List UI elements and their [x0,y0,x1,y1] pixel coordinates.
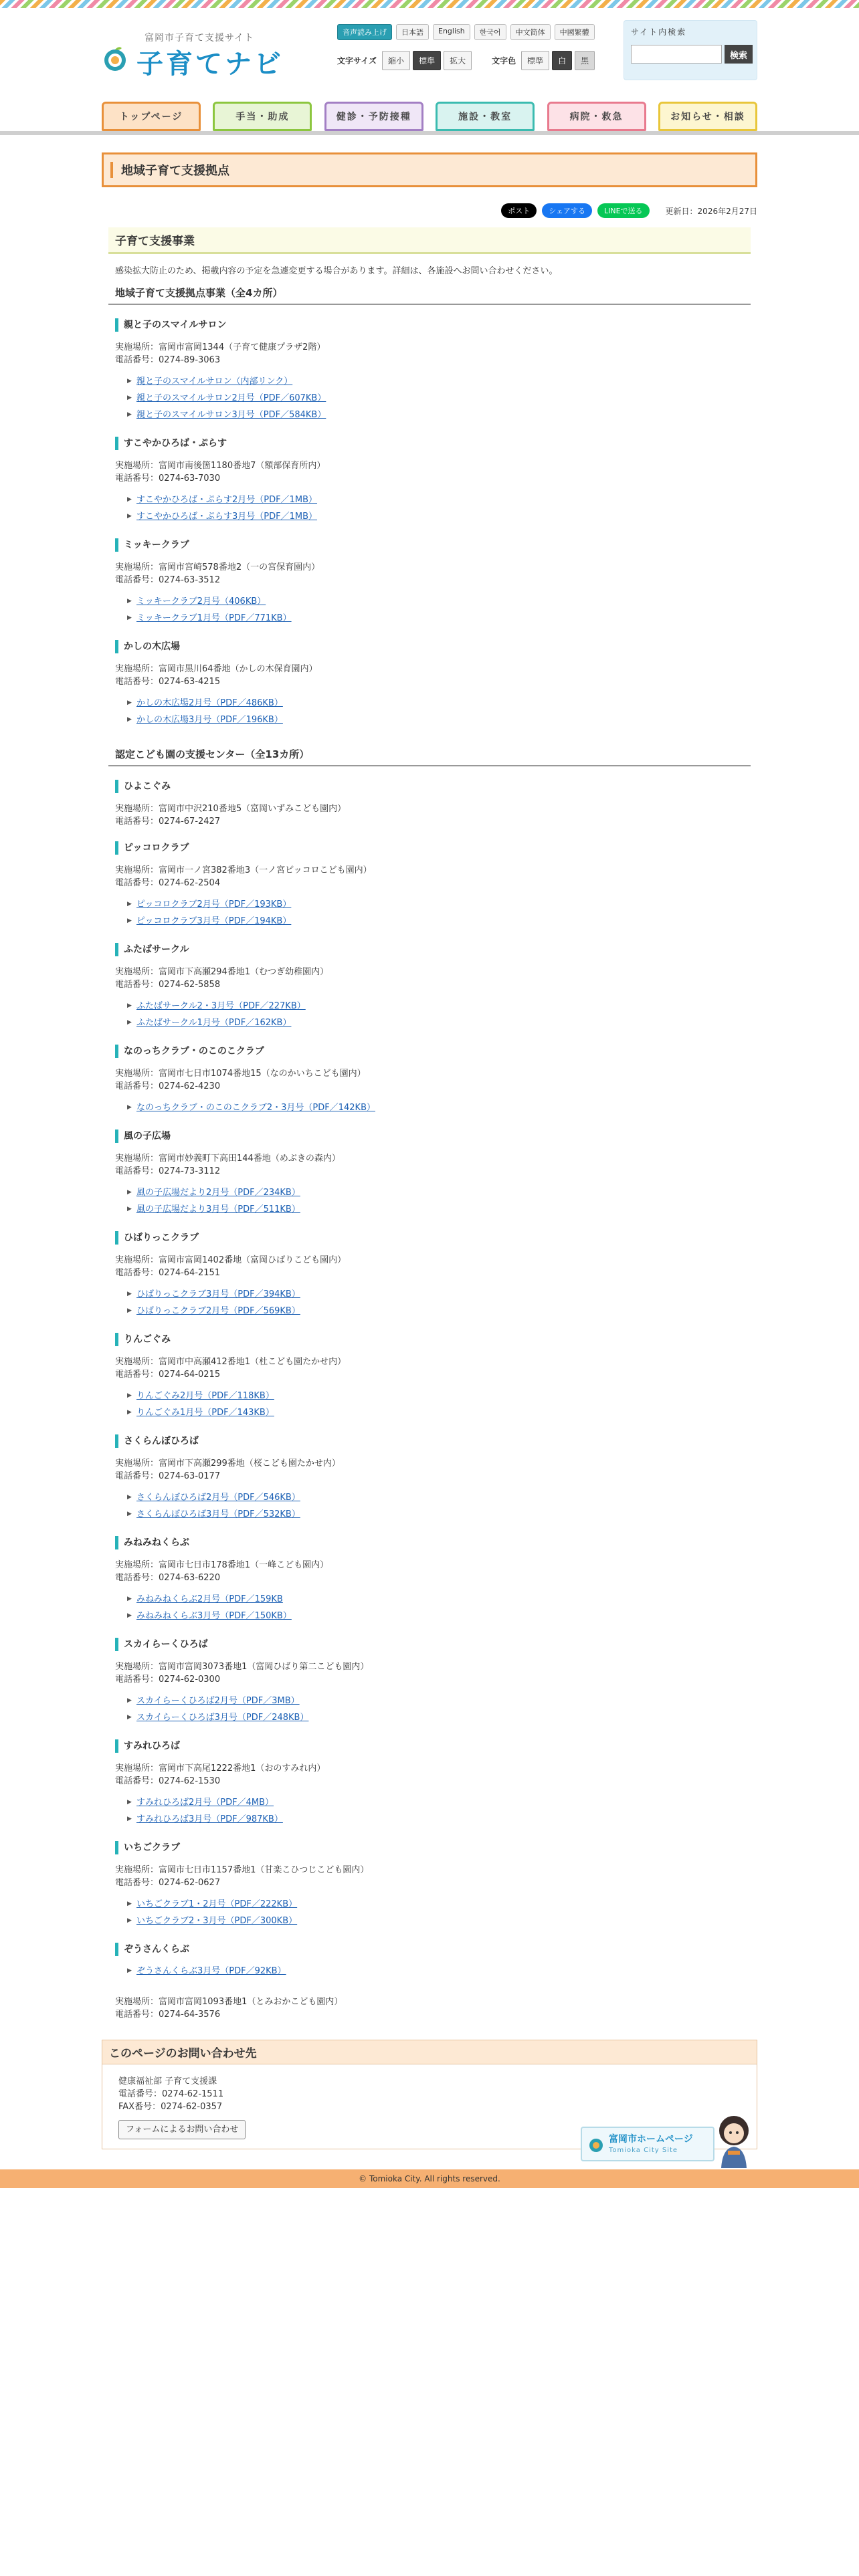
main-content [102,152,757,2185]
share-bar [102,203,757,218]
facility-links [127,998,751,1031]
newsletter-link[interactable]: 風の子広場だより2月号（PDF／234KB） [136,1188,300,1198]
nav-item-4[interactable]: 病院・救急 [547,102,646,131]
category-heading: 地域子育て支援拠点事業（全4カ所） [108,286,751,305]
list-item [127,1794,751,1811]
newsletter-link[interactable]: いちごクラブ1・2月号（PDF／222KB） [136,1899,298,1909]
nav-item-1[interactable]: 手当・助成 [213,102,312,131]
facility-item [108,1739,751,1828]
facility-address-block [115,1254,751,1279]
facility-links [127,492,751,525]
facility-tel: 電話番号：0274-62-5858 [115,980,221,990]
top-decorative-stripe [0,0,859,8]
city-site-banner[interactable] [581,2112,756,2168]
facility-item [108,1130,751,1218]
x-post-button[interactable]: ポスト [501,203,537,218]
facility-address-block [115,802,751,828]
newsletter-link[interactable]: ひばりっこクラブ2月号（PDF／569KB） [136,1306,300,1316]
newsletter-link[interactable]: すこやかひろば・ぷらす2月号（PDF／1MB） [136,495,318,505]
newsletter-link[interactable]: さくらんぼひろば3月号（PDF／532KB） [136,1509,300,1519]
list-item [127,1184,751,1201]
facility-name: なのっちクラブ・のこのこクラブ [115,1045,751,1058]
list-item [127,1811,751,1828]
search-title: サイト内検索 [631,27,687,37]
newsletter-link[interactable]: さくらんぼひろば2月号（PDF／546KB） [136,1493,300,1503]
newsletter-link[interactable]: なのっちクラブ・のこのこクラブ2・3月号（PDF／142KB） [136,1103,375,1113]
facility-item [108,1434,751,1523]
display-settings [337,51,595,70]
facility-links [127,1388,751,1421]
facility-address: 実施場所：富岡市下高瀬299番地（桜こども園たかせ内） [115,1459,341,1469]
lang-korean-button[interactable]: 한국어 [474,24,506,40]
facility-name: ミッキークラブ [115,538,751,552]
list-item [127,1014,751,1031]
facility-name: かしの木広場 [115,640,751,653]
list-item [127,508,751,525]
newsletter-link[interactable]: いちごクラブ2・3月号（PDF／300KB） [136,1916,298,1926]
text-color-label: 文字色 [492,56,516,66]
list-item [127,1201,751,1218]
contact-fax: FAX番号：0274-62-0357 [118,2102,223,2112]
facility-item [108,1638,751,1726]
list-item [127,1489,751,1506]
list-item [127,1693,751,1709]
copyright: © Tomioka City. All rights reserved. [359,2174,500,2183]
facility-address-block [115,341,751,366]
facility-address-block [115,1762,751,1788]
facility-name: さくらんぼひろば [115,1434,751,1448]
facility-tel: 電話番号：0274-63-7030 [115,473,221,484]
city-logo-icon [587,2136,605,2153]
text-color-white-button[interactable]: 白 [552,51,572,70]
facility-item [108,437,751,525]
facility-item [108,1045,751,1116]
facility-tel: 電話番号：0274-62-0300 [115,1675,221,1685]
facility-links [127,1591,751,1624]
facility-address: 実施場所：富岡市七日市1074番地15（なのかいちこども園内） [115,1069,366,1079]
facility-address-block [115,966,751,991]
page-title-box [102,152,757,187]
newsletter-link[interactable]: みねみねくらぶ3月号（PDF／150KB） [136,1611,292,1621]
facility-name: ひよこぐみ [115,780,751,793]
facility-address: 実施場所：富岡市宮崎578番地2（一の宮保育園内） [115,562,320,572]
newsletter-link[interactable]: スカイらーくひろば3月号（PDF／248KB） [136,1713,309,1723]
facility-tel: 電話番号：0274-62-0627 [115,1878,221,1888]
site-subtitle: 富岡市子育て支援サイト [145,33,255,43]
facility-name: いちごクラブ [115,1841,751,1854]
facility-name: ひばりっこクラブ [115,1231,751,1245]
list-item [127,1896,751,1913]
facility-address: 実施場所：富岡市七日市1157番地1（甘楽こひつじこども園内） [115,1865,369,1875]
list-item [127,1303,751,1319]
nav-item-5[interactable]: お知らせ・相談 [658,102,757,131]
list-item [127,390,751,407]
nav-item-3[interactable]: 施設・教室 [436,102,535,131]
facility-links [127,896,751,930]
city-banner-subtitle: Tomioka City Site [609,2147,678,2154]
text-size-label: 文字サイズ [337,56,377,66]
facility-links [127,1286,751,1319]
site-search [624,20,757,80]
newsletter-link[interactable]: ぞうさんくらぶ3月号（PDF／92KB） [136,1966,286,1976]
list-item [127,1913,751,1929]
site-footer [0,2169,859,2188]
facility-tel: 電話番号：0274-63-4215 [115,677,221,687]
facility-item [108,1943,751,2021]
facility-name: すみれひろば [115,1739,751,1753]
facility-tel: 電話番号：0274-63-0177 [115,1471,221,1481]
page-title: 地域子育て支援拠点 [121,164,229,178]
facility-address: 実施場所：富岡市富岡3073番地1（富岡ひばり第二こども園内） [115,1662,369,1672]
facility-tel: 電話番号：0274-63-6220 [115,1573,221,1583]
facility-address: 実施場所：富岡市富岡1402番地（富岡ひばりこども園内） [115,1255,347,1265]
newsletter-link[interactable]: スカイらーくひろば2月号（PDF／3MB） [136,1696,300,1706]
facility-tel: 電話番号：0274-62-4230 [115,1081,221,1091]
facility-name: りんごぐみ [115,1333,751,1346]
facility-address: 実施場所：富岡市七日市178番地1（一峰こども園内） [115,1560,329,1570]
list-item [127,896,751,913]
newsletter-link[interactable]: かしの木広場3月号（PDF／196KB） [136,715,283,725]
facility-address-block [115,1152,751,1178]
facility-tel: 電話番号：0274-73-3112 [115,1166,221,1176]
search-input[interactable] [631,45,722,64]
facility-address: 実施場所：富岡市妙義町下高田144番地（めぶきの森内） [115,1154,341,1164]
facility-links [127,1963,751,1979]
city-banner-panel [581,2127,714,2161]
facility-name: みねみねくらぶ [115,1536,751,1549]
facility-address-block [115,459,751,485]
mascot-character-icon [713,2112,755,2168]
facility-address: 実施場所：富岡市南後箇1180番地7（額部保育所内） [115,461,326,471]
notice-text: 感染拡大防止のため、掲載内容の予定を急遽変更する場合があります。詳細は、各施設へお問い合わせください。 [115,266,558,276]
facility-item [108,640,751,728]
lang-japanese-button[interactable]: 日本語 [396,24,429,40]
newsletter-link[interactable]: ミッキークラブ2月号（406KB） [136,597,266,607]
newsletter-link[interactable]: 親と子のスマイルサロン2月号（PDF／607KB） [136,393,326,403]
facility-links [127,1693,751,1726]
facility-tel: 電話番号：0274-89-3063 [115,355,221,365]
newsletter-link[interactable]: 風の子広場だより3月号（PDF／511KB） [136,1204,300,1214]
facility-item [108,318,751,423]
facility-links [127,1896,751,1929]
section-title: 子育て支援事業 [115,235,195,248]
list-item [127,1591,751,1608]
facility-item [108,1536,751,1624]
lang-chinese-traditional-button[interactable]: 中國繁體 [555,24,595,40]
text-color-standard-button[interactable]: 標準 [521,51,549,70]
facility-address: 実施場所：富岡市中高瀬412番地1（杜こども園たかせ内） [115,1357,347,1367]
newsletter-link[interactable]: すみれひろば3月号（PDF／987KB） [136,1814,283,1824]
newsletter-link[interactable]: すこやかひろば・ぷらす3月号（PDF／1MB） [136,512,318,522]
facility-address: 実施場所：富岡市下高尾1222番地1（おのすみれ内） [115,1763,326,1774]
facility-address-block [115,1457,751,1483]
facility-item [108,1333,751,1421]
facility-links [127,1794,751,1828]
title-accent-bar [110,162,113,178]
section-heading [108,227,751,254]
facility-tel: 電話番号：0274-62-2504 [115,878,221,888]
newsletter-link[interactable]: みねみねくらぶ2月号（PDF／159KB [136,1594,283,1604]
facility-address: 実施場所：富岡市下高瀬294番地1（むつぎ幼稚園内） [115,967,329,977]
list-item [127,492,751,508]
global-nav [102,102,757,131]
text-size-small-button[interactable]: 縮小 [382,51,410,70]
newsletter-link[interactable]: ふたばサークル2・3月号（PDF／227KB） [136,1001,306,1011]
facility-name: 親と子のスマイルサロン [115,318,751,332]
facility-address: 実施場所：富岡市富岡1344（子育て健康プラザ2階） [115,342,326,352]
newsletter-link[interactable]: ふたばサークル1月号（PDF／162KB） [136,1018,292,1028]
list-item [127,712,751,728]
newsletter-link[interactable]: ミッキークラブ1月号（PDF／771KB） [136,613,292,623]
newsletter-link[interactable]: ひばりっこクラブ3月号（PDF／394KB） [136,1289,300,1299]
list-item [127,913,751,930]
nav-divider [0,131,859,135]
newsletter-link[interactable]: すみれひろば2月号（PDF／4MB） [136,1798,274,1808]
facility-item [108,943,751,1031]
newsletter-link[interactable]: かしの木広場2月号（PDF／486KB） [136,698,283,708]
contact-form-button[interactable]: フォームによるお問い合わせ [118,2120,246,2139]
nav-item-0[interactable]: トップページ [102,102,201,131]
facility-address-block [115,561,751,586]
list-item [127,1099,751,1116]
facility-tel: 電話番号：0274-64-2151 [115,1268,221,1278]
text-color-black-button[interactable]: 黒 [575,51,595,70]
contact-title: このページのお問い合わせ先 [109,2047,257,2060]
speech-reader-button[interactable]: 音声読み上げ [337,24,392,40]
category-heading: 認定こども園の支援センター（全13カ所） [108,747,751,766]
facility-address: 実施場所：富岡市富岡1093番地1（とみおかこども園内） [115,1997,343,2007]
newsletter-link[interactable]: 親と子のスマイルサロン3月号（PDF／584KB） [136,410,326,420]
facility-name: ピッコロクラブ [115,841,751,855]
search-button[interactable]: 検索 [725,45,753,64]
facility-links [127,373,751,423]
list-item [127,1506,751,1523]
facility-tel: 電話番号：0274-64-3576 [115,2010,221,2020]
logo-mark-icon [102,45,128,72]
list-item [127,1608,751,1624]
facility-address-block [115,1660,751,1686]
facility-tel: 電話番号：0274-64-0215 [115,1370,221,1380]
facility-address-block [115,1356,751,1381]
facility-item [108,538,751,627]
facebook-share-button[interactable]: シェアする [542,203,592,218]
facility-links [127,695,751,728]
newsletter-link[interactable]: りんごぐみ2月号（PDF／118KB） [136,1391,274,1401]
contact-heading [102,2040,757,2064]
newsletter-link[interactable]: 親と子のスマイルサロン（内部リンク） [136,377,293,387]
facility-name: スカイらーくひろば [115,1638,751,1651]
facility-name: ふたばサークル [115,943,751,956]
list-item [127,1388,751,1404]
facility-links [127,1099,751,1116]
facility-address-block [115,1864,751,1889]
list-item [127,1286,751,1303]
city-banner-title: 富岡市ホームページ [609,2134,693,2145]
line-share-button[interactable]: LINEで送る [597,203,650,218]
newsletter-link[interactable]: ピッコロクラブ3月号（PDF／194KB） [136,916,292,926]
site-header [102,8,757,95]
updated-date: 更新日：2026年2月27日 [665,206,757,216]
text-size-standard-button[interactable]: 標準 [413,51,441,70]
facility-item [108,1231,751,1319]
newsletter-link[interactable]: りんごぐみ1月号（PDF／143KB） [136,1408,274,1418]
list-item [127,593,751,610]
contact-dept: 健康福祉部 子育て支援課 [118,2076,217,2086]
facility-tel: 電話番号：0274-63-3512 [115,575,221,585]
facility-address: 実施場所：富岡市黒川64番地（かしの木保育園内） [115,664,318,674]
facility-address-block [115,864,751,889]
facility-item [108,1841,751,1929]
facility-address-block [115,1996,751,2021]
facility-name: 風の子広場 [115,1130,751,1143]
facility-address-block [115,663,751,688]
lang-chinese-simplified-button[interactable]: 中文简体 [510,24,551,40]
newsletter-link[interactable]: ピッコロクラブ2月号（PDF／193KB） [136,899,292,909]
facility-address: 実施場所：富岡市中沢210番地5（富岡いずみこども園内） [115,804,347,814]
facility-name: ぞうさんくらぶ [115,1943,751,1956]
site-title: 子育てナビ [136,49,284,80]
list-item [127,407,751,423]
list-item [127,998,751,1014]
facility-list [108,286,751,2021]
facility-tel: 電話番号：0274-62-1530 [115,1776,221,1786]
list-item [127,1963,751,1979]
facility-address: 実施場所：富岡市一ノ宮382番地3（一ノ宮ピッコロこども園内） [115,865,372,875]
list-item [127,610,751,627]
list-item [127,1404,751,1421]
language-bar [337,24,595,40]
facility-tel: 電話番号：0274-67-2427 [115,817,221,827]
nav-item-2[interactable]: 健診・予防接種 [324,102,423,131]
list-item [127,373,751,390]
facility-links [127,1184,751,1218]
facility-item [108,841,751,930]
text-size-large-button[interactable]: 拡大 [444,51,472,70]
facility-address-block [115,1559,751,1584]
facility-name: すこやかひろば・ぷらす [115,437,751,450]
list-item [127,1709,751,1726]
list-item [127,695,751,712]
facility-item [108,780,751,828]
facility-address-block [115,1067,751,1093]
contact-tel: 電話番号：0274-62-1511 [118,2089,224,2099]
facility-links [127,1489,751,1523]
facility-links [127,593,751,627]
lang-english-button[interactable]: English [433,24,470,40]
